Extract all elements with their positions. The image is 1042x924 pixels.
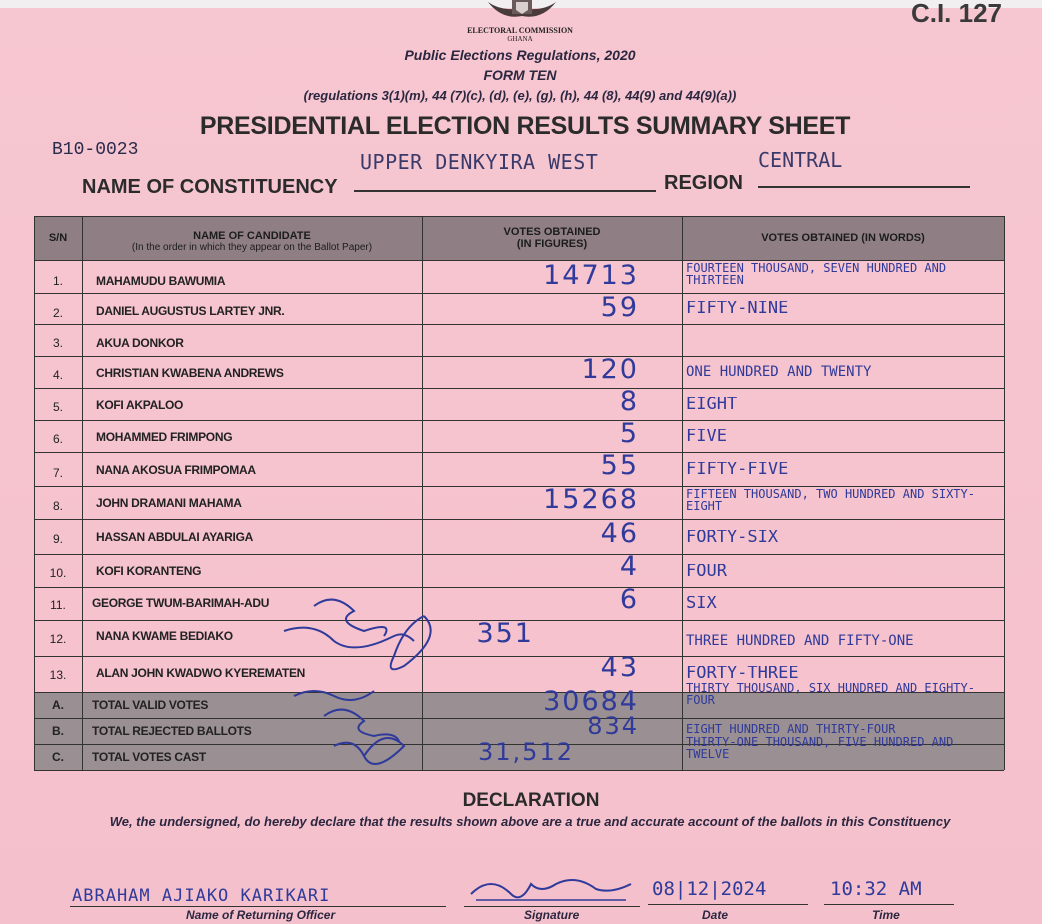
votes-words: FORTY-THREE [686,666,799,681]
candidate-name: ALAN JOHN KWADWO KYEREMATEN [96,666,306,680]
header-name [82,230,422,253]
returning-officer-name: ABRAHAM AJIAKO KARIKARI [72,886,331,906]
votes-words: EIGHT [686,397,738,412]
votes-words: FOURTEEN THOUSAND, SEVEN HUNDRED AND THIRTEEN [686,262,947,286]
votes-words: FIFTEEN THOUSAND, TWO HUNDRED AND SIXTY-EIGHT [686,488,975,512]
candidate-name: KOFI AKPALOO [96,398,184,412]
candidate-name: MAHAMUDU BAWUMIA [96,274,226,288]
votes-words: FIFTY-FIVE [686,462,789,477]
votes-words: THREE HUNDRED AND FIFTY-ONE [686,634,914,649]
regulations-title: Public Elections Regulations, 2020 [404,47,636,63]
row-sn: 6. [52,432,63,446]
constituency-label: NAME OF CONSTITUENCY [82,176,338,198]
votes-figures: 5 [619,418,639,449]
region-line [758,186,970,188]
sheet-code: B10-0023 [52,140,139,160]
total-sn: A. [52,698,64,712]
votes-figures: 55 [600,450,639,481]
row-sn: 10. [49,566,67,580]
time-label: Time [872,908,900,922]
candidate-name: KOFI KORANTENG [96,564,202,578]
votes-figures: 6 [619,584,639,615]
votes-figures: 59 [600,292,639,323]
total-words: THIRTY THOUSAND, SIX HUNDRED AND EIGHTY-FOUR [686,682,975,706]
row-sn: 1. [52,274,63,288]
officer-line [70,906,446,907]
row-sn: 11. [50,598,66,612]
constituency-line [354,190,656,192]
votes-figures: 351 [476,618,534,649]
total-sn: B. [52,724,64,738]
votes-words: FIVE [686,429,727,444]
header-name-label: NAME OF CANDIDATE [193,230,311,242]
candidate-name: NANA KWAME BEDIAKO [96,629,233,643]
candidate-name: DANIEL AUGUSTUS LARTEY JNR. [96,304,285,318]
header-figures-sub: (IN FIGURES) [516,238,588,250]
signature-line [464,906,640,907]
votes-figures: 8 [619,386,639,417]
candidate-name: JOHN DRAMANI MAHAMA [96,496,242,510]
date-value: 08|12|2024 [652,878,767,900]
candidate-name: MOHAMMED FRIMPONG [96,430,233,444]
total-label: TOTAL VALID VOTES [92,698,209,712]
ci-number: C.I. 127 [910,0,1002,28]
time-line [824,904,954,905]
commission-name: ELECTORAL COMMISSION [467,26,573,35]
results-table [34,216,1004,770]
signature-label: Signature [524,908,580,922]
total-figures: 834 [587,712,639,740]
row-sn: 13. [49,668,67,682]
candidate-name: CHRISTIAN KWABENA ANDREWS [96,366,284,380]
row-sn: 2. [52,306,63,320]
declaration-heading: DECLARATION [462,790,600,811]
region-label: REGION [664,172,743,194]
signature-icon [466,874,636,908]
header-words: VOTES OBTAINED (IN WORDS) [761,232,925,244]
officer-label: Name of Returning Officer [186,908,336,922]
total-figures: 30684 [543,686,639,717]
votes-words: FORTY-SIX [686,530,779,545]
constituency-value: UPPER DENKYIRA WEST [360,150,599,174]
total-sn: C. [52,750,64,764]
commission-country: GHANA [507,35,533,43]
header-figures [422,226,682,250]
row-sn: 7. [52,466,63,480]
votes-figures: 15268 [543,484,639,515]
region-value: CENTRAL [758,148,843,172]
candidate-name: GEORGE TWUM-BARIMAH-ADU [92,596,270,610]
candidate-name: NANA AKOSUA FRIMPOMAA [96,463,256,477]
header-name-sub: (In the order in which they appear on the Ballot Paper) [131,242,373,253]
votes-figures: 4 [619,551,639,582]
votes-words: FIFTY-NINE [686,301,789,316]
row-sn: 8. [52,499,63,513]
regulations-reference: (regulations 3(1)(m), 44 (7)(c), (d), (e), (g), (h), 44 (8), 44(9) and 44(9)(a)) [303,88,737,103]
page-title: PRESIDENTIAL ELECTION RESULTS SUMMARY SHEET [199,112,851,140]
total-figures: 31,512 [478,738,574,766]
total-label: TOTAL VOTES CAST [92,750,206,764]
votes-figures: 14713 [543,260,639,291]
agent-signatures-icon [274,586,454,776]
declaration-text: We, the undersigned, do hereby declare that the results shown above are a true and accurate account of the ballots in this Constituency [109,814,951,829]
row-sn: 5. [52,400,63,414]
votes-words: ONE HUNDRED AND TWENTY [686,365,872,380]
total-words: EIGHT HUNDRED AND THIRTY-FOUR [686,723,896,735]
date-label: Date [702,908,729,922]
header-figures-label: VOTES OBTAINED [503,226,601,238]
date-line [648,904,808,905]
votes-figures: 43 [600,652,639,683]
row-sn: 4. [52,368,63,382]
row-sn: 9. [52,532,63,546]
votes-words: FOUR [686,564,727,579]
candidate-name: AKUA DONKOR [96,336,184,350]
total-words: THIRTY-ONE THOUSAND, FIVE HUNDRED AND TWELVE [686,736,954,760]
total-label: TOTAL REJECTED BALLOTS [92,724,252,738]
row-sn: 3. [52,336,63,350]
votes-words: SIX [686,596,717,611]
candidate-name: HASSAN ABDULAI AYARIGA [96,530,253,544]
votes-figures: 46 [600,518,639,549]
row-sn: 12. [49,632,67,646]
time-value: 10:32 AM [830,878,922,900]
form-name: FORM TEN [483,67,557,83]
header-sn: S/N [48,232,68,244]
votes-figures: 120 [581,354,639,385]
coat-of-arms-icon [482,0,562,22]
